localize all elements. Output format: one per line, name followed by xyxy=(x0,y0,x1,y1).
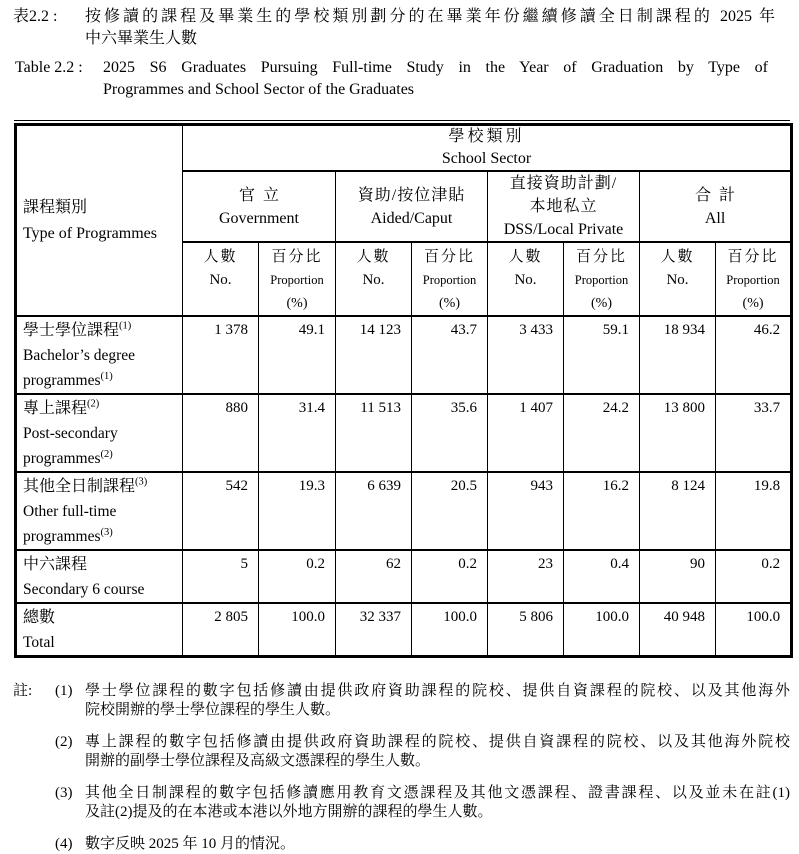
col-header-government-proportion: 百分比 Proportion (%) xyxy=(259,242,336,316)
table-title-text-zh xyxy=(85,6,775,50)
cell-value: 100.0 xyxy=(716,603,792,657)
note-marker: (1) xyxy=(55,683,73,699)
title-zh-line2: 中六畢業生人數 xyxy=(85,30,198,47)
cell-value: 100.0 xyxy=(412,603,488,657)
cell-value: 943 xyxy=(488,472,564,550)
cell-value: 19.8 xyxy=(716,472,792,550)
header-row-group xyxy=(16,125,792,172)
cell-value: 40 948 xyxy=(640,603,716,657)
table-row-post-secondary xyxy=(16,394,792,472)
notes-section xyxy=(0,682,799,854)
table-row-secondary-6-course xyxy=(16,550,792,603)
cell-value: 32 337 xyxy=(336,603,412,657)
cell-value: 59.1 xyxy=(564,316,640,394)
sector-header-government: 官立 Government xyxy=(183,171,336,242)
cell-value: 18 934 xyxy=(640,316,716,394)
col-header-aided-proportion: 百分比 Proportion (%) xyxy=(412,242,488,316)
cell-value: 43.7 xyxy=(412,316,488,394)
school-sector-group-header xyxy=(183,125,792,172)
statistics-table xyxy=(14,123,793,658)
cell-value: 8 124 xyxy=(640,472,716,550)
cell-value: 35.6 xyxy=(412,394,488,472)
cell-value: 5 xyxy=(183,550,259,603)
row-label: 其他全日制課程$^{(3)}$ Other full-time programmes$^{(3)}$ xyxy=(16,472,183,550)
row-label: 學士學位課程$^{(1)}$ Bachelor’s degree programmes$^{(1)}$ xyxy=(16,316,183,394)
row-label: 中六課程 Secondary 6 course xyxy=(16,550,183,603)
corner-header-en: Type of Programmes xyxy=(23,224,157,242)
note-item-2 xyxy=(55,733,790,771)
col-header-all-proportion: 百分比 Proportion (%) xyxy=(716,242,792,316)
note-marker: (3) xyxy=(55,785,73,801)
note-text-line: 及註(2)提及的在本港或本港以外地方開辦的課程的學生人數。 xyxy=(85,804,493,820)
note-text-line: 學士學位課程的數字包括修讀由提供政府資助課程的院校、提供自資課程的院校、以及其他海外 xyxy=(85,683,790,699)
note-text-line: 專上課程的數字包括修讀由提供政府資助課程的院校、提供自資課程的院校、以及其他海外院校 xyxy=(85,734,790,750)
title-en-line2: Programmes and School Sector of the Graduates xyxy=(103,81,415,98)
note-text-line: 數字反映 2025 年 10 月的情況。 xyxy=(85,836,296,852)
cell-value: 90 xyxy=(640,550,716,603)
cell-value: 23 xyxy=(488,550,564,603)
col-header-government-no: 人數 No. xyxy=(183,242,259,316)
cell-value: 24.2 xyxy=(564,394,640,472)
footnote-ref: (2) xyxy=(87,398,100,410)
cell-value: 11 513 xyxy=(336,394,412,472)
note-marker: (4) xyxy=(55,836,73,852)
note-item-3 xyxy=(55,784,790,822)
note-item-1 xyxy=(55,682,790,720)
cell-value: 16.2 xyxy=(564,472,640,550)
table-row-other-full-time xyxy=(16,472,792,550)
note-item-4 xyxy=(55,835,790,854)
cell-value: 1 407 xyxy=(488,394,564,472)
cell-value: 20.5 xyxy=(412,472,488,550)
footnote-ref: (1) xyxy=(100,370,113,382)
note-text-line: 其他全日制課程的數字包括修讀應用教育文憑課程及其他文憑課程、證書課程、以及並未在註(1) xyxy=(85,785,790,801)
col-header-aided-no: 人數 No. xyxy=(336,242,412,316)
cell-value: 880 xyxy=(183,394,259,472)
cell-value: 5 806 xyxy=(488,603,564,657)
title-en-line1: 2025 S6 Graduates Pursuing Full-time Study in the Year of Graduation by Type of xyxy=(103,59,768,76)
col-header-dss-no: 人數 No. xyxy=(488,242,564,316)
cell-value: 49.1 xyxy=(259,316,336,394)
corner-header-type-of-programmes xyxy=(16,125,183,317)
table-title-chinese xyxy=(0,6,799,50)
table-number-label-en: Table 2.2 : xyxy=(15,59,83,76)
table-row-total xyxy=(16,603,792,657)
cell-value: 46.2 xyxy=(716,316,792,394)
cell-value: 100.0 xyxy=(564,603,640,657)
school-sector-header-zh: 學校類別 xyxy=(448,128,525,145)
cell-value: 3 433 xyxy=(488,316,564,394)
sector-header-aided-caput: 資助/按位津貼 Aided/Caput xyxy=(336,171,488,242)
cell-value: 13 800 xyxy=(640,394,716,472)
col-header-all-no: 人數 No. xyxy=(640,242,716,316)
note-text-line: 開辦的副學士學位課程及高級文憑課程的學生人數。 xyxy=(85,753,431,769)
col-header-dss-proportion: 百分比 Proportion (%) xyxy=(564,242,640,316)
cell-value: 100.0 xyxy=(259,603,336,657)
cell-value: 0.4 xyxy=(564,550,640,603)
note-marker: (2) xyxy=(55,734,73,750)
table-title-english xyxy=(0,57,799,101)
table-title-text-en xyxy=(103,57,768,101)
cell-value: 542 xyxy=(183,472,259,550)
cell-value: 0.2 xyxy=(716,550,792,603)
row-label: 總數 Total xyxy=(16,603,183,657)
cell-value: 33.7 xyxy=(716,394,792,472)
school-sector-header-en: School Sector xyxy=(441,150,532,167)
cell-value: 31.4 xyxy=(259,394,336,472)
footnote-ref: (1) xyxy=(119,320,132,332)
cell-value: 6 639 xyxy=(336,472,412,550)
statistics-table-wrapper xyxy=(14,120,790,658)
cell-value: 2 805 xyxy=(183,603,259,657)
table-number-label-zh: 表2.2 : xyxy=(13,8,58,25)
cell-value: 19.3 xyxy=(259,472,336,550)
footnote-ref: (3) xyxy=(100,526,113,538)
table-row-bachelors-degree xyxy=(16,316,792,394)
cell-value: 0.2 xyxy=(259,550,336,603)
footnote-ref: (2) xyxy=(100,448,113,460)
sector-header-all: 合計 All xyxy=(640,171,792,242)
notes-label: 註: xyxy=(13,683,33,699)
cell-value: 62 xyxy=(336,550,412,603)
note-text-line: 院校開辦的學士學位課程的學生人數。 xyxy=(85,702,341,718)
title-zh-line1: 按修讀的課程及畢業生的學校類別劃分的在畢業年份繼續修讀全日制課程的 2025 年 xyxy=(85,8,775,25)
cell-value: 0.2 xyxy=(412,550,488,603)
cell-value: 1 378 xyxy=(183,316,259,394)
cell-value: 14 123 xyxy=(336,316,412,394)
corner-header-zh: 課程類別 xyxy=(23,198,88,216)
footnote-ref: (3) xyxy=(135,476,148,488)
sector-header-dss-local-private: 直接資助計劃/ 本地私立 DSS/Local Private xyxy=(488,171,640,242)
row-label: 專上課程$^{(2)}$ Post-secondary programmes$^{(2)}$ xyxy=(16,394,183,472)
